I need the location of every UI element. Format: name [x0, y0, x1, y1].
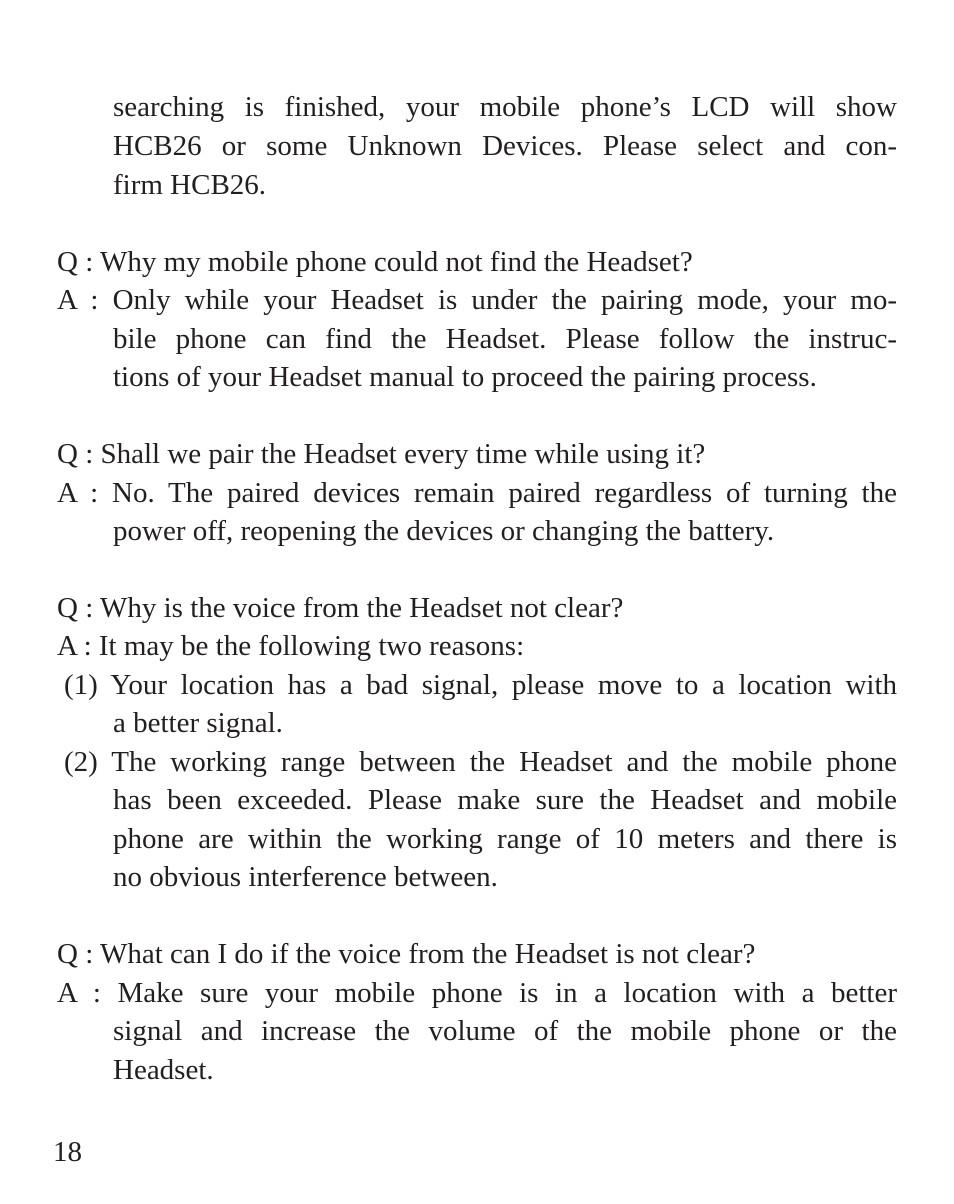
faq3-reason2-line-2: has been exceeded. Please make sure the Headset and mobile — [113, 784, 897, 816]
faq3-reason1-line-1: (1) Your location has a bad signal, please move to a location with — [64, 669, 897, 701]
faq1-answer-line-2: bile phone can find the Headset. Please follow the instruc- — [113, 323, 897, 355]
faq1-answer-line-3: tions of your Headset manual to proceed the pairing process. — [113, 361, 817, 393]
faq2-question: Q : Shall we pair the Headset every time while using it? — [57, 438, 706, 470]
faq3-answer-line-1: A : It may be the following two reasons: — [57, 630, 525, 662]
faq3-reason2-line-3: phone are within the working range of 10 meters and there is — [113, 823, 897, 855]
faq3-reason2-line-4: no obvious interference between. — [113, 861, 498, 893]
intro-line-2: HCB26 or some Unknown Devices. Please select and con- — [113, 130, 897, 162]
faq1-answer-line-1: A : Only while your Headset is under the pairing mode, your mo- — [57, 284, 897, 316]
faq4-question: Q : What can I do if the voice from the Headset is not clear? — [57, 938, 756, 970]
faq3-question: Q : Why is the voice from the Headset not clear? — [57, 592, 624, 624]
faq4-answer-line-3: Headset. — [113, 1054, 214, 1086]
faq2-answer-line-2: power off, reopening the devices or changing the battery. — [113, 515, 775, 547]
faq1-question: Q : Why my mobile phone could not find the Headset? — [57, 246, 693, 278]
faq3-reason2-line-1: (2) The working range between the Headset and the mobile phone — [64, 746, 897, 778]
faq4-answer-line-2: signal and increase the volume of the mobile phone or the — [113, 1015, 897, 1047]
faq3-reason1-line-2: a better signal. — [113, 707, 283, 739]
faq2-answer-line-1: A : No. The paired devices remain paired regardless of turning the — [57, 477, 897, 509]
page-number: 18 — [53, 1136, 82, 1168]
intro-line-1: searching is finished, your mobile phone’s LCD will show — [113, 91, 897, 123]
intro-line-3: firm HCB26. — [113, 169, 267, 201]
faq4-answer-line-1: A : Make sure your mobile phone is in a location with a better — [57, 977, 897, 1009]
